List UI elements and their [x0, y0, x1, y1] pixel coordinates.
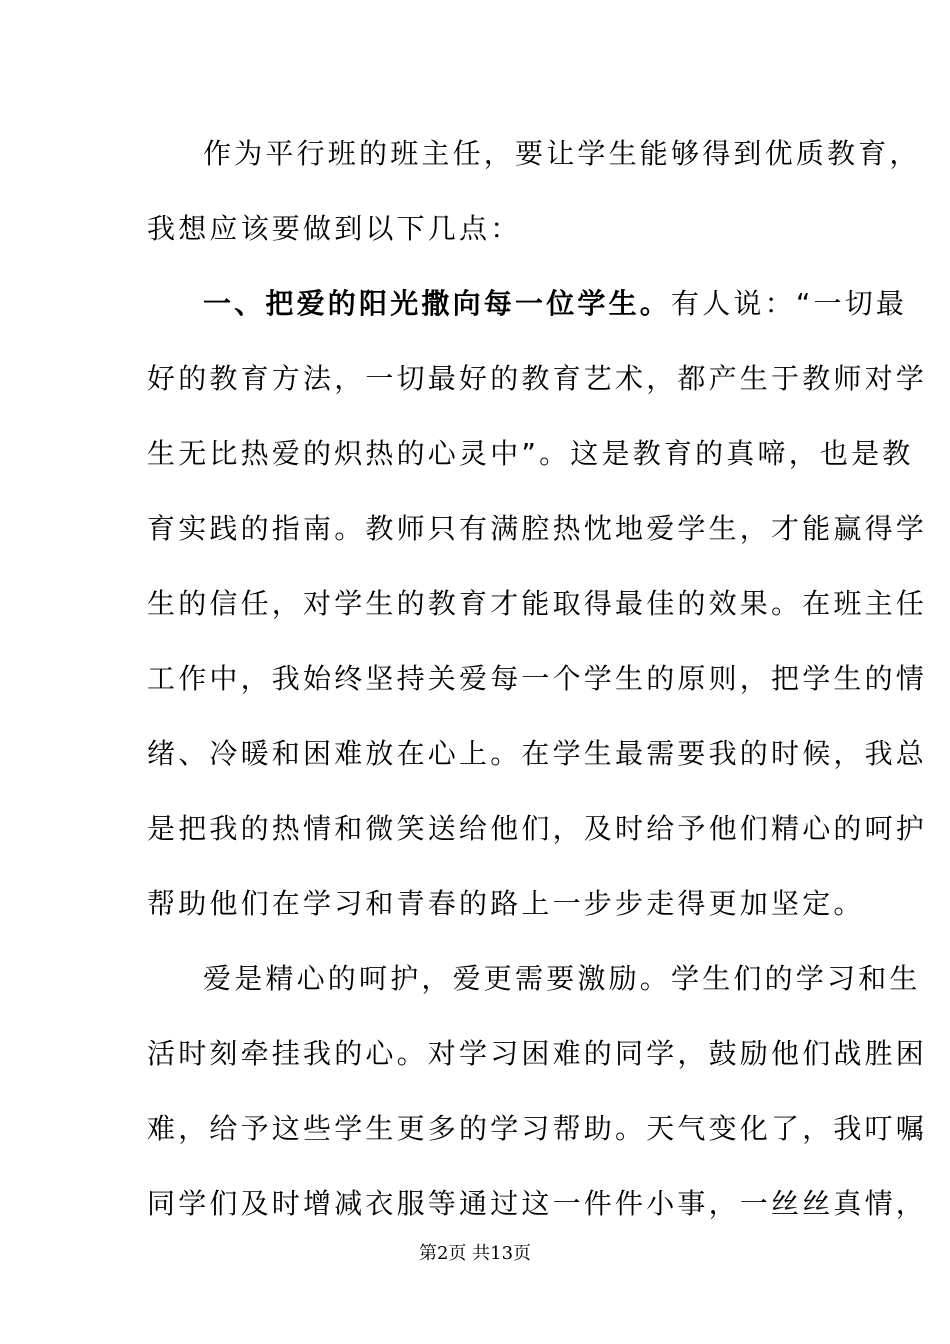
paragraph-line: 育实践的指南。教师只有满腔热忱地爱学生，才能赢得学	[147, 512, 928, 545]
paragraph-line: 工作中，我始终坚持关爱每一个学生的原则，把学生的情	[147, 662, 928, 695]
paragraph-line: 好的教育方法，一切最好的教育艺术，都产生于教师对学	[147, 362, 928, 395]
paragraph-line: 帮助他们在学习和青春的路上一步步走得更加坚定。	[147, 887, 865, 920]
section-heading-line	[203, 284, 908, 324]
paragraph-line: 我想应该要做到以下几点：	[147, 212, 522, 245]
section-heading: 一、把爱的阳光撒向每一位学生。	[203, 287, 672, 320]
paragraph-line: 生的信任，对学生的教育才能取得最佳的效果。在班主任	[147, 587, 928, 620]
paragraph-text: 有人说：“一切最	[671, 287, 908, 320]
page-number-footer: 第2页 共13页	[418, 1243, 532, 1264]
paragraph-line: 生无比热爱的炽热的心灵中”。这是教育的真啼，也是教	[147, 437, 914, 470]
paragraph-line: 爱是精心的呵护，爱更需要激励。学生们的学习和生	[203, 962, 921, 995]
paragraph-line: 难，给予这些学生更多的学习帮助。天气变化了，我叮嘱	[147, 1112, 928, 1145]
paragraph-line: 是把我的热情和微笑送给他们，及时给予他们精心的呵护	[147, 812, 928, 845]
paragraph-line: 同学们及时增减衣服等通过这一件件小事，一丝丝真情，	[147, 1187, 928, 1220]
paragraph-line: 活时刻牵挂我的心。对学习困难的同学，鼓励他们战胜困	[147, 1037, 928, 1070]
paragraph-line: 绪、冷暖和困难放在心上。在学生最需要我的时候，我总	[147, 737, 928, 770]
paragraph-line: 作为平行班的班主任，要让学生能够得到优质教育，	[203, 137, 921, 170]
